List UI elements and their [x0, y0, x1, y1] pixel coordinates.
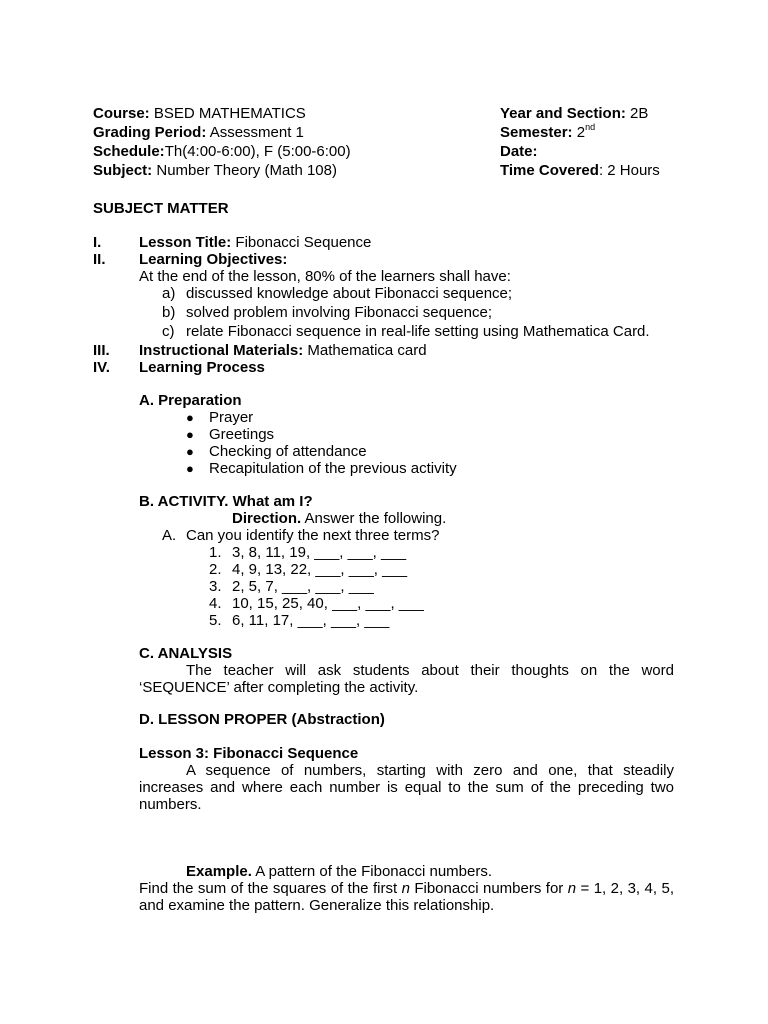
bullet-icon: ●	[186, 461, 194, 476]
date-label: Date:	[500, 143, 538, 160]
analysis-title: C. ANALYSIS	[139, 645, 233, 662]
example-paragraph	[139, 880, 674, 914]
preparation-letter: A	[139, 392, 150, 409]
activity-item-text: 4, 9, 13, 22, ___, ___, ___	[232, 561, 408, 578]
schedule-label: Schedule:	[93, 143, 165, 160]
preparation-title: . Preparation	[149, 392, 242, 409]
section-i-num: I.	[93, 234, 102, 251]
learning-objectives-label: Learning Objectives:	[139, 251, 288, 268]
subject-matter-heading	[93, 200, 229, 217]
time-label: Time Covered	[500, 162, 599, 179]
lesson-title-line	[139, 234, 371, 251]
course-line	[93, 105, 306, 122]
activity-item-number: 1.	[209, 544, 222, 561]
lesson-proper-title: D. LESSON PROPER (Abstraction)	[139, 711, 385, 728]
learning-objectives-heading	[139, 251, 287, 268]
time-line	[500, 162, 660, 179]
direction-line	[232, 510, 446, 527]
example-text-after: = 1, 2, 3, 4, 5, and examine the pattern. Generalize this relationship.	[139, 880, 674, 914]
example-text-before: Find the sum of the squares of the first	[139, 880, 402, 897]
subject-line	[93, 162, 337, 179]
time-value: : 2 Hours	[598, 162, 660, 179]
schedule-line	[93, 143, 351, 160]
bullet-icon: ●	[186, 410, 194, 425]
preparation-item: Checking of attendance	[209, 443, 367, 460]
direction-text: Answer the following.	[304, 510, 447, 527]
section-iii-number	[93, 342, 110, 359]
semester-line	[500, 124, 595, 141]
grading-line	[93, 124, 304, 141]
example-label: Example.	[186, 863, 252, 880]
activity-item-number: 5.	[209, 612, 222, 629]
section-ii-num: II.	[93, 251, 106, 268]
subject-label: Subject:	[93, 162, 153, 179]
bullet-icon: ●	[186, 427, 194, 442]
question-text: Can you identify the next three terms?	[186, 527, 440, 544]
activity-item-text: 10, 15, 25, 40, ___, ___, ___	[232, 595, 424, 612]
date-line	[500, 143, 538, 160]
bullet-icon: ●	[186, 444, 194, 459]
grading-value: Assessment 1	[209, 124, 304, 141]
example-var-n2: n	[567, 880, 577, 897]
year-line	[500, 105, 648, 122]
objectives-intro: At the end of the lesson, 80% of the learners shall have:	[139, 268, 511, 285]
question-marker: A.	[162, 527, 177, 544]
preparation-item: Greetings	[209, 426, 275, 443]
objective-text: discussed knowledge about Fibonacci sequence;	[186, 285, 513, 302]
learning-process-heading	[139, 359, 265, 376]
activity-title: B. ACTIVITY. What am I?	[139, 493, 313, 510]
section-ii-number	[93, 251, 106, 268]
activity-item-text: 2, 5, 7, ___, ___, ___	[232, 578, 374, 595]
objective-text: solved problem involving Fibonacci sequence;	[186, 304, 493, 321]
materials-value: Mathematica card	[307, 342, 427, 359]
lesson-3-title: Lesson 3: Fibonacci Sequence	[139, 745, 359, 762]
section-iv-number	[93, 359, 110, 376]
preparation-heading	[139, 392, 242, 409]
section-i-number	[93, 234, 101, 251]
objective-text: relate Fibonacci sequence in real-life setting using Mathematica Card.	[186, 323, 650, 340]
lesson-title-value: Fibonacci Sequence	[235, 234, 372, 251]
example-text-mid: Fibonacci numbers for	[409, 880, 568, 897]
lesson-title-label: Lesson Title:	[139, 234, 232, 251]
example-intro: A pattern of the Fibonacci numbers.	[255, 863, 493, 880]
subject-matter-text: SUBJECT MATTER	[93, 200, 229, 217]
lesson-proper-heading	[139, 711, 385, 728]
objective-marker: b)	[162, 304, 176, 321]
analysis-paragraph: The teacher will ask students about their thoughts on the word ‘SEQUENCE’ after completing the activity.	[139, 662, 674, 696]
learning-process-label: Learning Process	[139, 359, 265, 376]
semester-label: Semester:	[500, 124, 573, 141]
lesson-3-heading	[139, 745, 358, 762]
subject-value: Number Theory (Math 108)	[156, 162, 337, 179]
analysis-heading	[139, 645, 232, 662]
semester-value: 2	[576, 124, 586, 141]
materials-label: Instructional Materials:	[139, 342, 304, 359]
objective-marker: c)	[162, 323, 175, 340]
example-var-n: n	[401, 880, 410, 897]
materials-line	[139, 342, 427, 359]
preparation-item: Prayer	[209, 409, 254, 426]
example-line	[186, 863, 492, 880]
direction-label: Direction.	[232, 510, 302, 527]
activity-item-number: 3.	[209, 578, 222, 595]
course-value: BSED MATHEMATICS	[153, 105, 306, 122]
activity-item-number: 2.	[209, 561, 222, 578]
activity-heading	[139, 493, 313, 510]
year-label: Year and Section:	[500, 105, 626, 122]
year-value: 2B	[630, 105, 649, 122]
activity-item-number: 4.	[209, 595, 222, 612]
activity-item-text: 6, 11, 17, ___, ___, ___	[232, 612, 390, 629]
semester-sup: nd	[585, 122, 596, 132]
grading-label: Grading Period:	[93, 124, 207, 141]
schedule-value: Th(4:00-6:00), F (5:00-6:00)	[164, 143, 351, 160]
course-label: Course:	[93, 105, 150, 122]
lesson-definition-paragraph: A sequence of numbers, starting with zero and one, that steadily increases and where each number is equal to the sum of the preceding two numbers.	[139, 762, 674, 813]
activity-item-text: 3, 8, 11, 19, ___, ___, ___	[232, 544, 407, 561]
section-iii-num: III.	[93, 342, 110, 359]
preparation-item: Recapitulation of the previous activity	[209, 460, 457, 477]
objective-marker: a)	[162, 285, 176, 302]
section-iv-num: IV.	[93, 359, 110, 376]
